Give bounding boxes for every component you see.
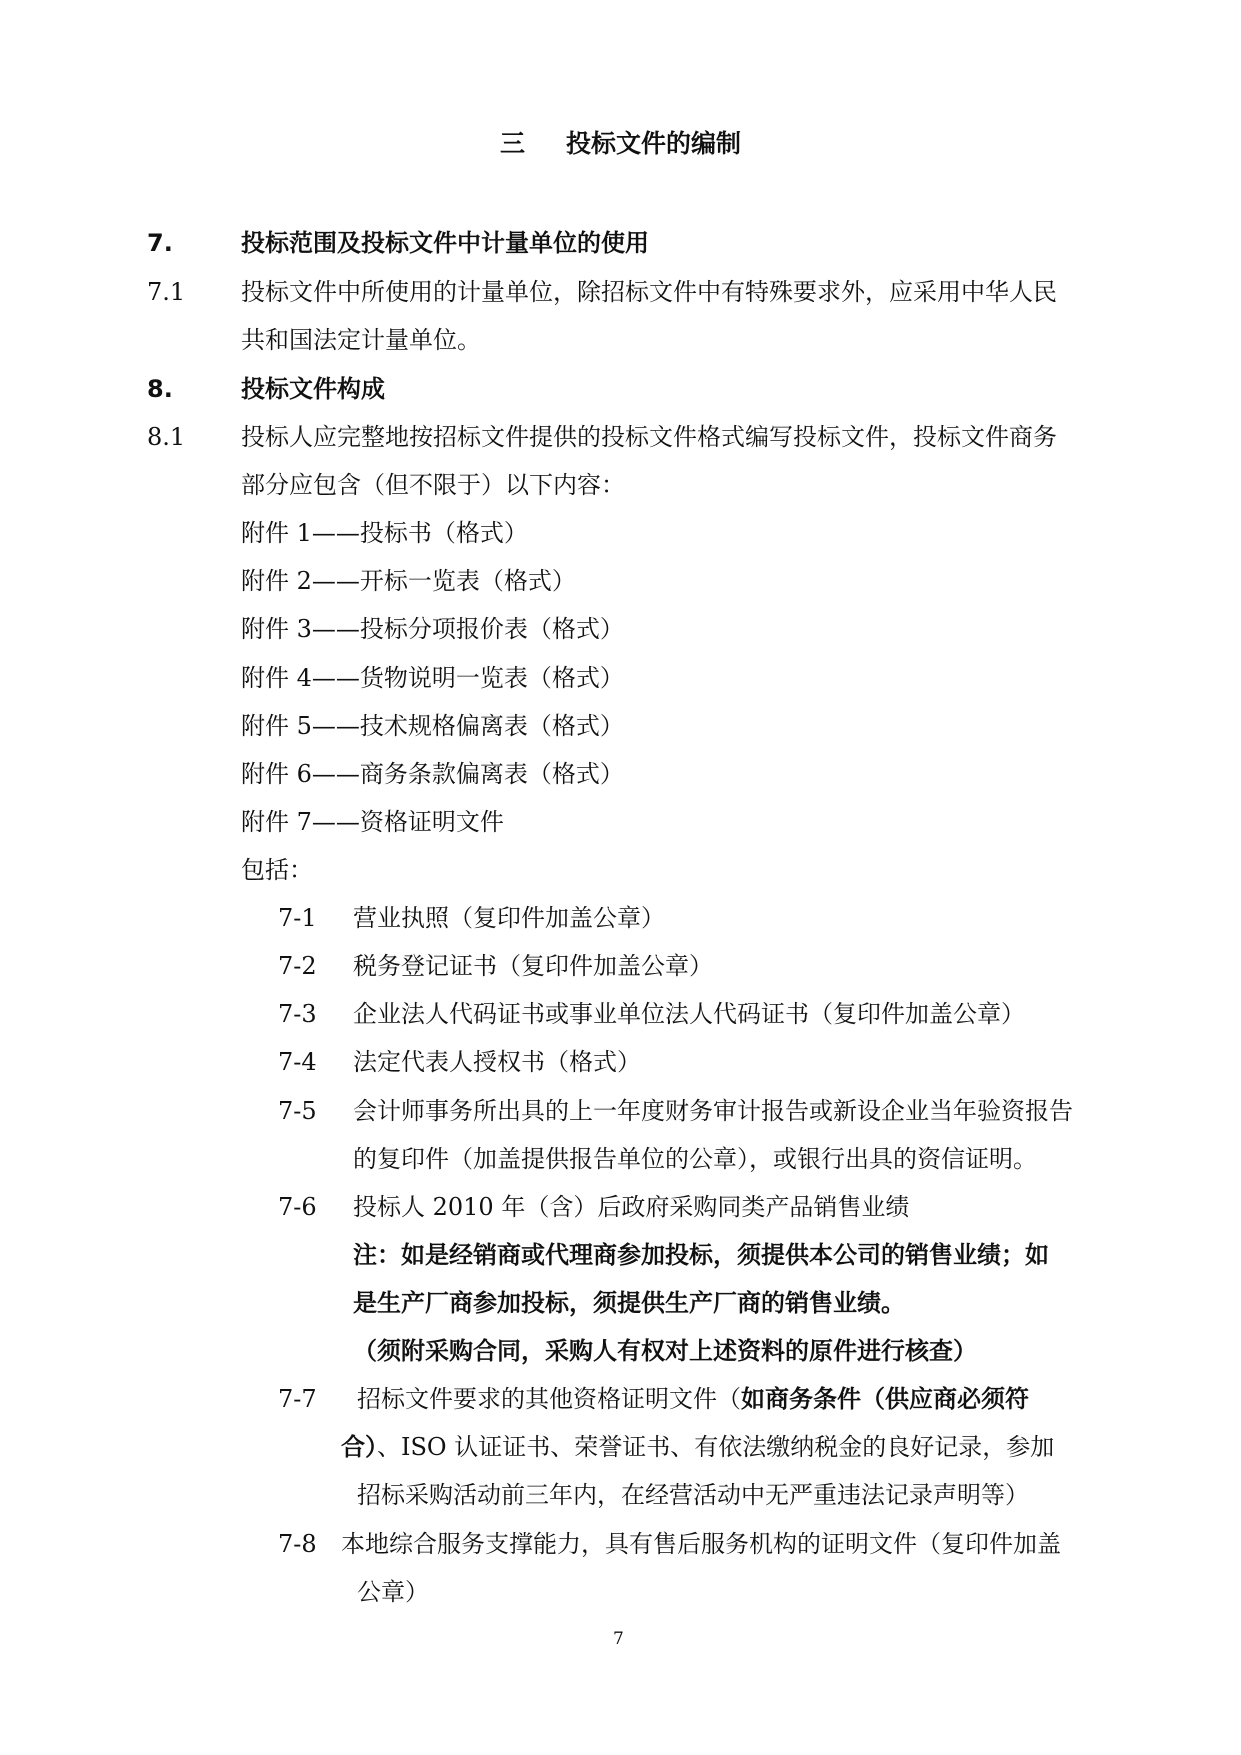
item-7-8-number: 7-8 — [278, 1530, 317, 1558]
item-7-6-number: 7-6 — [278, 1193, 317, 1221]
item-7-6-note-line3: （须附采购合同，采购人有权对上述资料的原件进行核查） — [353, 1337, 977, 1365]
item-7-7-line1 — [357, 1387, 1029, 1411]
item-7-2-text: 税务登记证书（复印件加盖公章） — [353, 952, 713, 980]
clause-8-heading: 投标文件构成 — [241, 375, 385, 403]
item-7-7-line1-bold: 如商务条件（供应商必须符 — [741, 1385, 1029, 1413]
section-title: 投标文件的编制 — [566, 129, 742, 158]
item-7-7-line2-bold: 合） — [341, 1433, 377, 1461]
item-7-7-line1-normal: 招标文件要求的其他资格证明文件（ — [357, 1385, 741, 1413]
item-7-3-text: 企业法人代码证书或事业单位法人代码证书（复印件加盖公章） — [353, 1000, 1025, 1028]
clause-7-number: 7. — [147, 229, 173, 257]
item-7-4-text: 法定代表人授权书（格式） — [353, 1048, 641, 1076]
clause-8-1-line2: 部分应包含（但不限于）以下内容： — [241, 471, 625, 499]
clause-8-1-number: 8.1 — [147, 423, 186, 451]
item-7-6-text: 投标人 2010 年（含）后政府采购同类产品销售业绩 — [353, 1193, 910, 1221]
attachment-item: 附件 7——资格证明文件 — [241, 808, 504, 836]
clause-8-number: 8. — [147, 375, 173, 403]
item-7-6-note-line2: 是生产厂商参加投标，须提供生产厂商的销售业绩。 — [353, 1289, 905, 1317]
clause-7-1-number: 7.1 — [147, 278, 186, 306]
item-7-7-line2 — [341, 1435, 1054, 1459]
page-number: 7 — [613, 1629, 624, 1649]
attachment-item: 附件 5——技术规格偏离表（格式） — [241, 712, 624, 740]
attachment-item: 附件 1——投标书（格式） — [241, 519, 528, 547]
item-7-8-line1: 本地综合服务支撑能力，具有售后服务机构的证明文件（复印件加盖 — [341, 1530, 1061, 1558]
item-7-6-note-line1: 注：如是经销商或代理商参加投标，须提供本公司的销售业绩；如 — [353, 1241, 1049, 1269]
clause-7-1-line2: 共和国法定计量单位。 — [241, 326, 481, 354]
item-7-3-number: 7-3 — [278, 1000, 317, 1028]
section-number: 三 — [500, 129, 526, 158]
item-7-2-number: 7-2 — [278, 952, 317, 980]
include-label: 包括： — [241, 856, 313, 884]
attachment-item: 附件 2——开标一览表（格式） — [241, 567, 576, 595]
item-7-5-line1: 会计师事务所出具的上一年度财务审计报告或新设企业当年验资报告 — [353, 1097, 1073, 1125]
clause-7-1-line1: 投标文件中所使用的计量单位，除招标文件中有特殊要求外，应采用中华人民 — [241, 278, 1057, 306]
item-7-7-line2-normal: 、ISO 认证证书、荣誉证书、有依法缴纳税金的良好记录，参加 — [377, 1433, 1055, 1461]
item-7-1-number: 7-1 — [278, 904, 317, 932]
item-7-5-number: 7-5 — [278, 1097, 317, 1125]
item-7-7-line3: 招标采购活动前三年内，在经营活动中无严重违法记录声明等） — [357, 1481, 1029, 1509]
item-7-8-line2: 公章） — [357, 1578, 429, 1606]
clause-8-1-line1: 投标人应完整地按招标文件提供的投标文件格式编写投标文件，投标文件商务 — [241, 423, 1057, 451]
item-7-7-number: 7-7 — [278, 1385, 317, 1413]
item-7-5-line2: 的复印件（加盖提供报告单位的公章），或银行出具的资信证明。 — [353, 1145, 1037, 1173]
item-7-4-number: 7-4 — [278, 1048, 317, 1076]
item-7-1-text: 营业执照（复印件加盖公章） — [353, 904, 665, 932]
attachment-item: 附件 3——投标分项报价表（格式） — [241, 615, 624, 643]
attachment-item: 附件 4——货物说明一览表（格式） — [241, 664, 624, 692]
attachment-item: 附件 6——商务条款偏离表（格式） — [241, 760, 624, 788]
clause-7-heading: 投标范围及投标文件中计量单位的使用 — [241, 229, 649, 257]
